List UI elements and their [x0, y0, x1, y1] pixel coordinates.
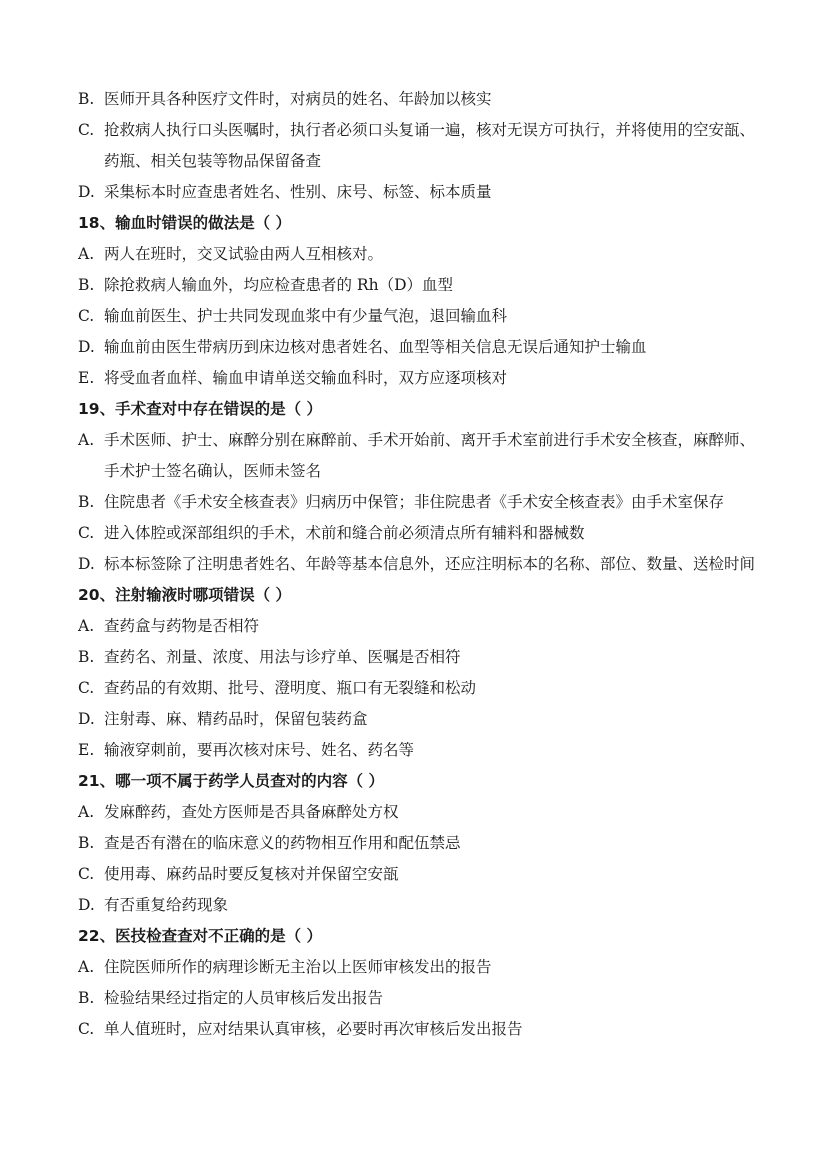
question-heading: 19、手术查对中存在错误的是（ ） [78, 400, 322, 418]
option-text: 除抢救病人输血外，均应检查患者的 Rh（D）血型 [104, 276, 454, 294]
answer-option [78, 270, 758, 301]
answer-option [78, 549, 758, 580]
question-heading: 18、输血时错误的做法是（ ） [78, 214, 291, 232]
answer-option [78, 611, 758, 642]
option-letter: D. [78, 338, 95, 356]
option-letter: B. [78, 648, 95, 666]
option-letter: C. [78, 524, 95, 542]
answer-option [78, 487, 758, 518]
answer-option [78, 239, 758, 270]
option-letter: B. [78, 834, 95, 852]
answer-option [78, 952, 758, 983]
question-heading: 20、注射输液时哪项错误（ ） [78, 586, 291, 604]
option-letter: B. [78, 493, 95, 511]
option-text: 注射毒、麻、精药品时，保留包装药盒 [104, 710, 368, 728]
answer-option [78, 115, 758, 177]
option-letter: A. [78, 958, 95, 976]
option-letter: E. [78, 369, 95, 387]
option-text: 查药名、剂量、浓度、用法与诊疗单、医嘱是否相符 [104, 648, 461, 666]
option-letter: C. [78, 865, 95, 883]
question-heading: 21、哪一项不属于药学人员查对的内容（ ） [78, 772, 384, 790]
option-text: 检验结果经过指定的人员审核后发出报告 [104, 989, 384, 1007]
option-text: 查药盒与药物是否相符 [104, 617, 260, 635]
question-heading: 22、医技检查查对不正确的是（ ） [78, 927, 322, 945]
answer-option [78, 1014, 758, 1045]
option-text: 有否重复给药现象 [104, 896, 229, 914]
option-text: 标本标签除了注明患者姓名、年龄等基本信息外，还应注明标本的名称、部位、数量、送检时间 [104, 555, 756, 573]
answer-option [78, 890, 758, 921]
option-letter: A. [78, 431, 95, 449]
option-letter: A. [78, 803, 95, 821]
option-letter: D. [78, 555, 95, 573]
option-text: 住院医师所作的病理诊断无主治以上医师审核发出的报告 [104, 958, 492, 976]
option-text: 采集标本时应查患者姓名、性别、床号、标签、标本质量 [104, 183, 492, 201]
option-letter: C. [78, 679, 95, 697]
answer-option [78, 859, 758, 890]
option-letter: B. [78, 989, 95, 1007]
option-text: 将受血者血样、输血申请单送交输血科时，双方应逐项核对 [104, 369, 508, 387]
answer-option [78, 332, 758, 363]
option-text: 查是否有潜在的临床意义的药物相互作用和配伍禁忌 [104, 834, 461, 852]
option-text: 发麻醉药，查处方医师是否具备麻醉处方权 [104, 803, 399, 821]
option-letter: C. [78, 307, 95, 325]
answer-option [78, 704, 758, 735]
option-text: 进入体腔或深部组织的手术，术前和缝合前必须清点所有辅料和器械数 [104, 524, 585, 542]
option-text: 单人值班时，应对结果认真审核，必要时再次审核后发出报告 [104, 1020, 523, 1038]
option-letter: D. [78, 183, 95, 201]
answer-option [78, 828, 758, 859]
answer-option [78, 642, 758, 673]
answer-option [78, 84, 758, 115]
option-text: 输血前医生、护士共同发现血浆中有少量气泡，退回输血科 [104, 307, 508, 325]
option-text: 两人在班时，交叉试验由两人互相核对。 [104, 245, 384, 263]
document-page [78, 84, 758, 1045]
option-letter: A. [78, 245, 95, 263]
option-text: 手术医师、护士、麻醉分别在麻醉前、手术开始前、离开手术室前进行手术安全核查，麻醉师、手术护士签名确认，医师未签名 [104, 431, 756, 480]
option-letter: B. [78, 90, 95, 108]
option-letter: C. [78, 1020, 95, 1038]
option-letter: E. [78, 741, 95, 759]
answer-option [78, 735, 758, 766]
option-letter: B. [78, 276, 95, 294]
option-text: 住院患者《手术安全核查表》归病历中保管；非住院患者《手术安全核查表》由手术室保存 [104, 493, 725, 511]
answer-option [78, 425, 758, 487]
option-letter: C. [78, 121, 95, 139]
option-text: 抢救病人执行口头医嘱时，执行者必须口头复诵一遍，核对无误方可执行，并将使用的空安瓿、药瓶、相关包装等物品保留备查 [104, 121, 756, 170]
option-text: 使用毒、麻药品时要反复核对并保留空安瓿 [104, 865, 399, 883]
option-letter: A. [78, 617, 95, 635]
answer-option [78, 177, 758, 208]
option-letter: D. [78, 896, 95, 914]
answer-option [78, 301, 758, 332]
answer-option [78, 983, 758, 1014]
answer-option [78, 363, 758, 394]
option-letter: D. [78, 710, 95, 728]
answer-option [78, 518, 758, 549]
option-text: 医师开具各种医疗文件时，对病员的姓名、年龄加以核实 [104, 90, 492, 108]
answer-option [78, 673, 758, 704]
option-text: 输液穿刺前，要再次核对床号、姓名、药名等 [104, 741, 415, 759]
answer-option [78, 797, 758, 828]
option-text: 查药品的有效期、批号、澄明度、瓶口有无裂缝和松动 [104, 679, 477, 697]
option-text: 输血前由医生带病历到床边核对患者姓名、血型等相关信息无误后通知护士输血 [104, 338, 647, 356]
